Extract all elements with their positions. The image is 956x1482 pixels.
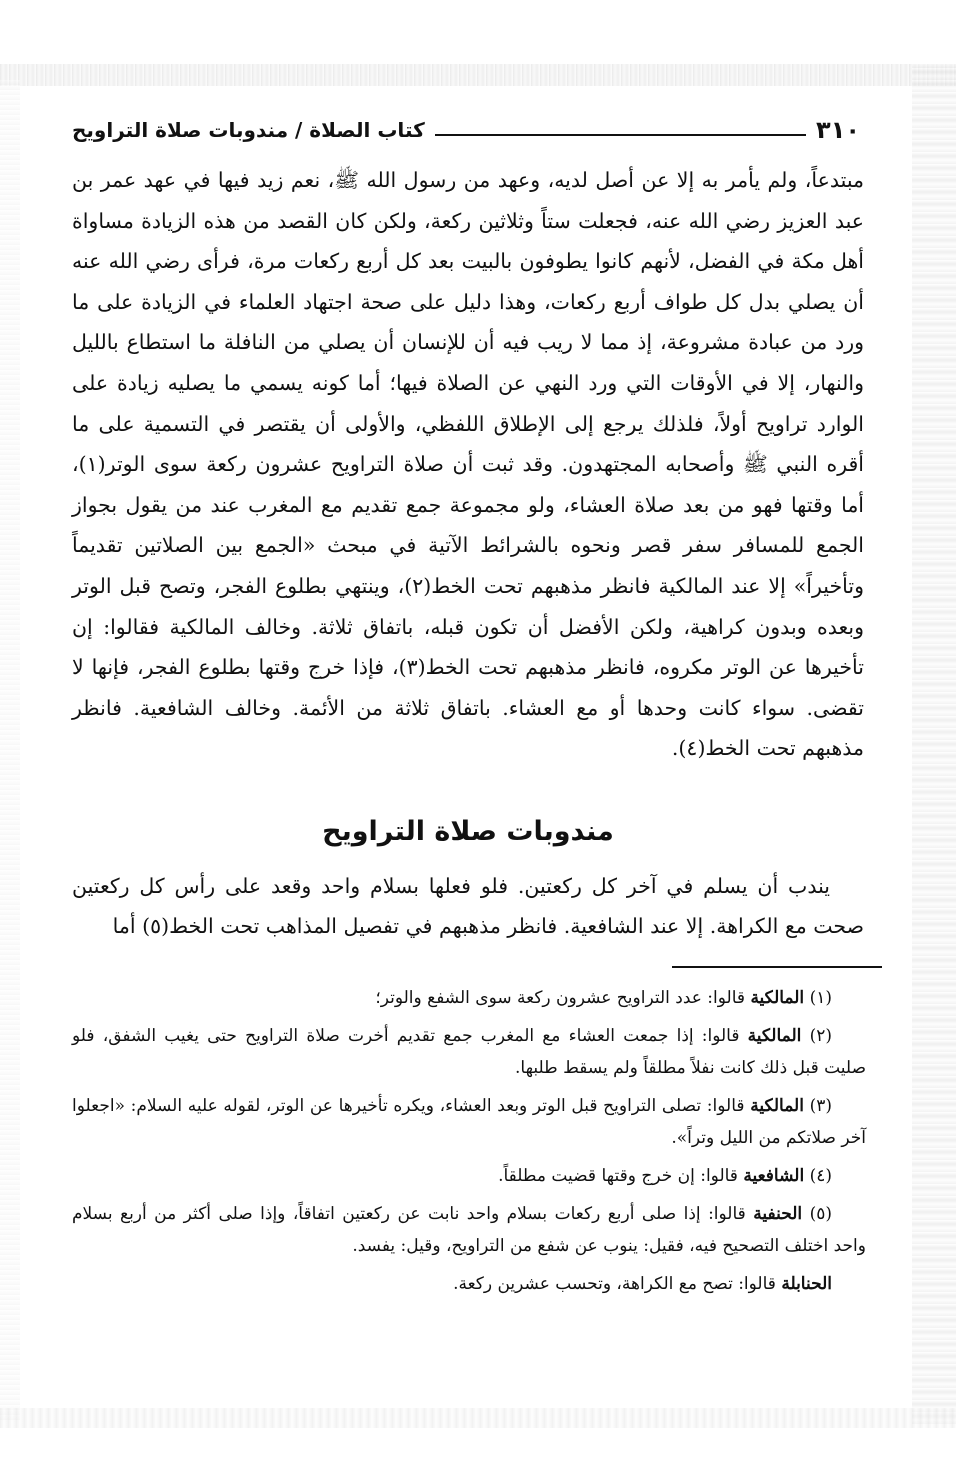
footnote-number: (٣) xyxy=(809,1096,833,1116)
running-title: كتاب الصلاة / مندوبات صلاة التراويح xyxy=(72,118,425,142)
scan-noise-left xyxy=(0,80,20,1420)
footnote-term: الحنفية xyxy=(753,1204,803,1224)
scan-noise-bottom xyxy=(0,1408,956,1428)
footnote-5 xyxy=(72,1198,866,1262)
page-number: ٣١٠ xyxy=(816,116,860,144)
footnote-text: قالوا: تصح مع الكراهة، وتحسب عشرين ركعة. xyxy=(453,1274,776,1294)
scan-noise-right xyxy=(912,64,956,1424)
footnote-number: (٤) xyxy=(809,1166,832,1186)
footnote-4 xyxy=(72,1160,866,1192)
section-title: مندوبات صلاة التراويح xyxy=(322,816,614,847)
body-paragraph: مبتدعاً، ولم يأمر به إلا عن أصل لديه، وعهد من رسول الله ﷺ، نعم زيد فيها في عهد عمر بن عبد العزيز رضي الله عنه، فجعلت ستاً وثلاثين ركعة، ولكن كان القصد من هذه الزيادة مساواة أهل مكة في الفضل، لأنهم كانوا يطوفون بالبيت بعد كل أربع ركعات مرة، فرأى رضي الله عنه أن يصلي بدل كل طواف أربع ركعات، وهذا دليل على صحة اجتهاد العلماء في الزيادة على ما ورد من عبادة مشروعة، إذ مما لا ريب فيه أن للإنسان أن يصلي من النافلة ما استطاع بالليل والنهار، إلا في الأوقات التي ورد النهي عن الصلاة فيها؛ أما كونه يسمي ما يصليه زيادة على الوارد تراويح أولاً، فلذلك يرجع إلى الإطلاق اللفظي، والأولى أن يقتصر في التسمية على ما أقره النبي ﷺ وأصحابه المجتهدون. وقد ثبت أن صلاة التراويح عشرون ركعة سوى الوتر(١)، أما وقتها فهو من بعد صلاة العشاء، ولو مجموعة جمع تقديم مع المغرب عند من يقول بجواز الجمع للمسافر سفر قصر ونحوه بالشرائط الآتية في مبحث «الجمع بين الصلاتين تقديماً وتأخيراً» إلا عند المالكية فانظر مذهبهم تحت الخط(٢)، وينتهي بطلوع الفجر، وتصح قبل الوتر وبعده وبدون كراهية، ولكن الأفضل أن تكون قبله، باتفاق ثلاثة. وخالف المالكية فقالوا: إن تأخيرها عن الوتر مكروه، فانظر مذهبهم تحت الخط(٣)، فإذا خرج وقتها بطلوع الفجر، فإنها لا تقضى. سواء كانت وحدها أو مع العشاء. باتفاق ثلاثة من الأئمة. وخالف الشافعية. فانظر مذهبهم تحت الخط(٤). xyxy=(72,168,864,761)
header-rule xyxy=(435,134,806,136)
footnote-term: المالكية xyxy=(747,1026,802,1046)
scan-noise-top xyxy=(0,64,956,86)
section-paragraph: يندب أن يسلم في آخر كل ركعتين. فلو فعلها بسلام واحد وقعد على رأس كل ركعتين صحت مع الكراهة. إلا عند الشافعية. فانظر مذهبهم في تفصيل المذاهب تحت الخط(٥) أما xyxy=(72,874,864,938)
footnote-term: المالكية xyxy=(750,988,805,1008)
footnote-1 xyxy=(72,982,866,1014)
footnote-2 xyxy=(72,1020,866,1084)
footnote-text: قالوا: إذا صلى أربع ركعات بسلام واحد نابت عن ركعتين اتفاقاً، وإذا صلى أكثر من أربع بسلام واحد اختلف التصحيح فيه، فقيل: ينوب عن شفع من التراويح، وقيل: يفسد. xyxy=(72,1204,866,1256)
footnote-text: قالوا: إذا جمعت العشاء مع المغرب جمع تقديم أخرت صلاة التراويح حتى يغيب الشفق، فلو صليت قبل ذلك كانت نفلاً مطلقاً ولم يسقط طلبها. xyxy=(72,1026,866,1078)
page-header xyxy=(72,108,860,152)
footnote-term: الحنابلة xyxy=(781,1274,832,1294)
footnote-rule xyxy=(672,966,882,968)
footnote-text: قالوا: تصلى التراويح قبل الوتر وبعد العشاء، ويكره تأخيرها عن الوتر، لقوله عليه السلام: «اجعلوا آخر صلاتكم من الليل وتراً». xyxy=(72,1096,866,1148)
footnote-text: قالوا: عدد التراويح عشرون ركعة سوى الشفع والوتر؛ xyxy=(375,988,746,1008)
footnote-number: (١) xyxy=(809,988,832,1008)
footnote-hanbali xyxy=(72,1268,866,1300)
footnote-number: (٥) xyxy=(809,1204,832,1224)
footnote-term: الشافعية xyxy=(743,1166,805,1186)
footnote-text: قالوا: إن خرج وقتها قضيت مطلقاً. xyxy=(498,1166,738,1186)
footnote-term: المالكية xyxy=(750,1096,804,1116)
footnotes xyxy=(72,982,866,1306)
footnote-3 xyxy=(72,1090,866,1154)
footnote-number: (٢) xyxy=(809,1026,832,1046)
